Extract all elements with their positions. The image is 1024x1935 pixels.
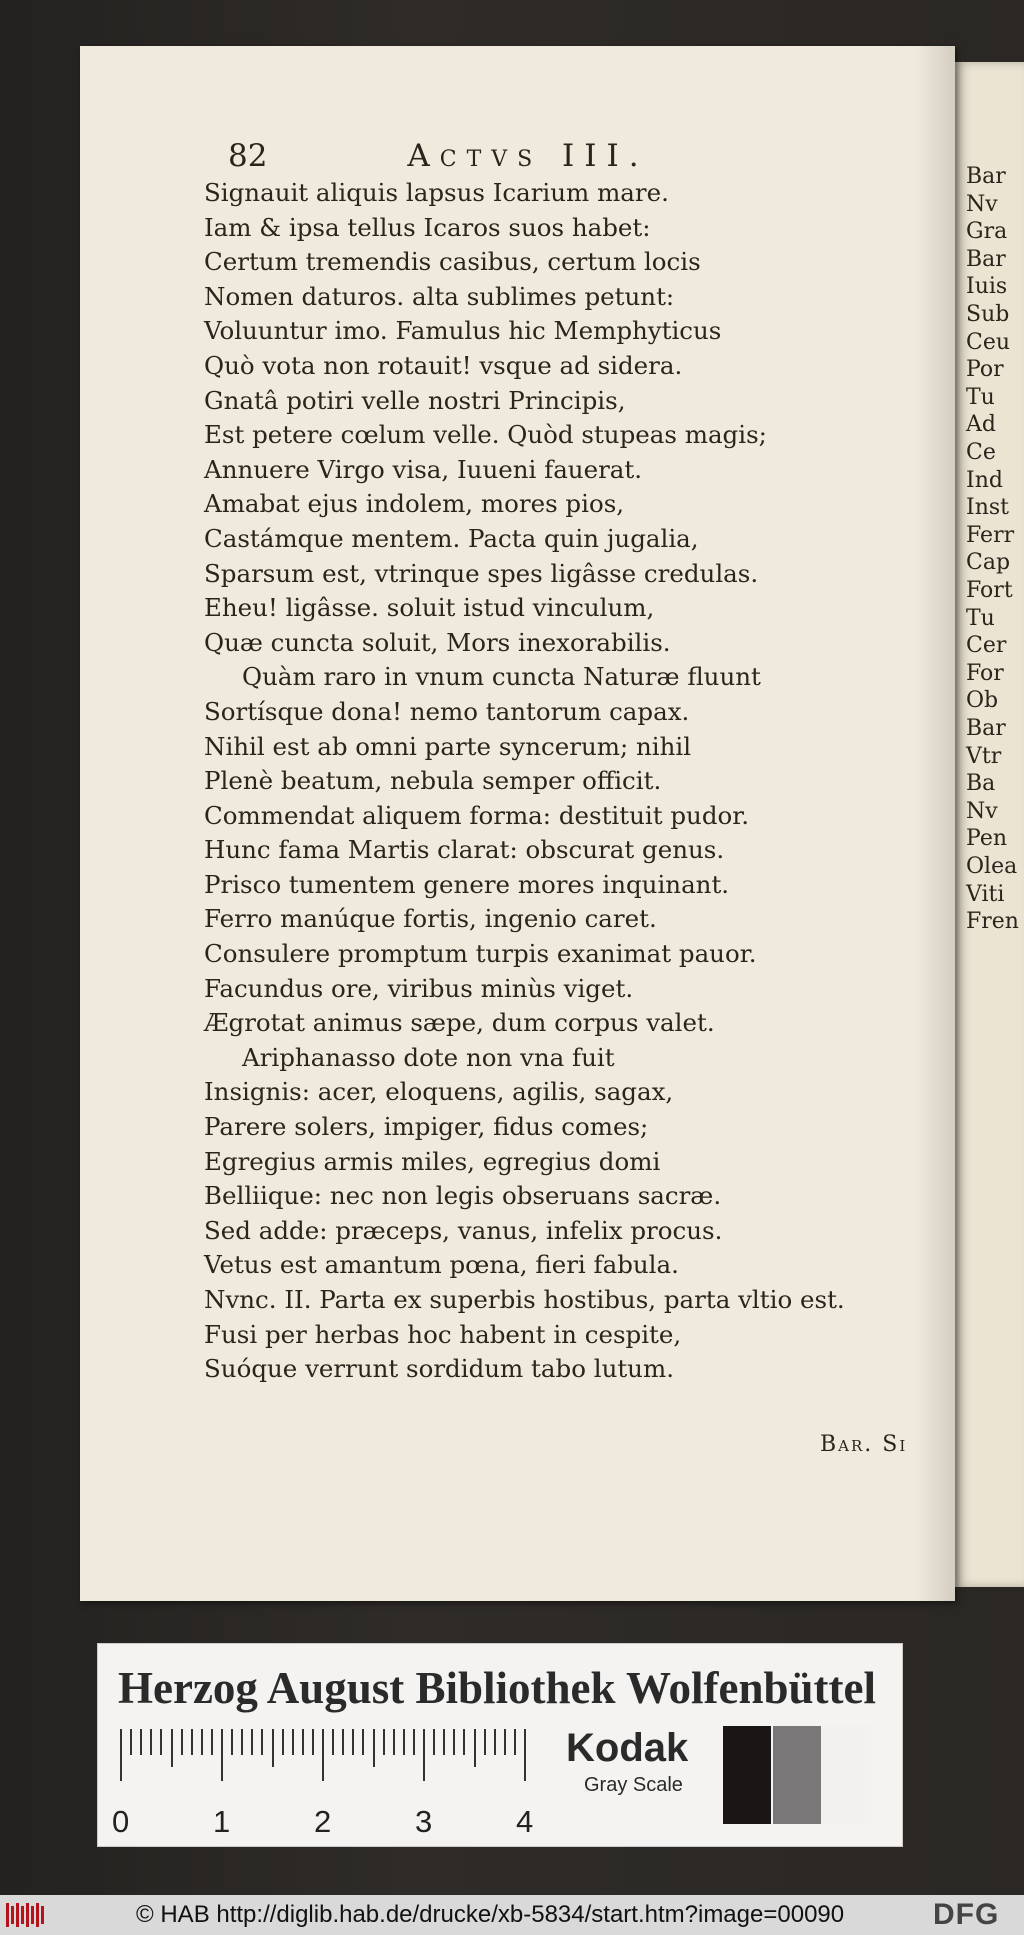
verse-line: Facundus ore, viribus minùs viget. <box>204 973 634 1003</box>
ruler-tick <box>181 1729 183 1755</box>
ruler-tick <box>433 1729 435 1755</box>
next-page-edge <box>955 62 1024 1587</box>
next-page-fragment: Olea <box>966 854 1018 879</box>
color-scale-target <box>97 1643 903 1847</box>
verse-line: Ægrotat animus sæpe, dum corpus valet. <box>204 1008 715 1038</box>
verse-line: Eheu! ligâsse. soluit istud vinculum, <box>204 593 655 623</box>
ruler-tick <box>171 1729 173 1767</box>
ruler-tick <box>120 1729 122 1781</box>
ruler-tick <box>403 1729 405 1755</box>
kodak-logo: Kodak <box>566 1726 689 1770</box>
verse-line: Insignis: acer, eloquens, agilis, sagax, <box>204 1077 674 1107</box>
verse-line: Castámque mentem. Pacta quin jugalia, <box>204 523 699 553</box>
verse-line: Nomen daturos. alta sublimes petunt: <box>204 281 675 311</box>
ruler-number: 1 <box>213 1804 231 1839</box>
hab-logo-icon <box>6 1903 46 1927</box>
act-title: Actvs III. <box>407 138 649 174</box>
ruler-tick <box>373 1729 375 1767</box>
verse-line: Certum tremendis casibus, certum locis <box>204 247 701 277</box>
next-page-fragment: Ob <box>966 688 999 714</box>
verse-line: Quæ cuncta soluit, Mors inexorabilis. <box>204 627 671 657</box>
next-page-fragment: Ind <box>966 467 1003 493</box>
ruler-tick <box>302 1729 304 1755</box>
page-number: 82 <box>228 138 268 174</box>
ruler-tick <box>292 1729 294 1755</box>
verse-line: Amabat ejus indolem, mores pios, <box>204 489 625 519</box>
ruler-tick <box>251 1729 253 1755</box>
next-page-fragment: Vtr <box>966 743 1002 769</box>
verse-line: Sed adde: præceps, vanus, infelix procus. <box>204 1215 723 1245</box>
verse-line: Vetus est amantum pœna, fieri fabula. <box>204 1250 679 1280</box>
verse-line: Signauit aliquis lapsus Icarium mare. <box>204 178 669 207</box>
footer-bar <box>0 1895 1024 1935</box>
verse-line: Gnatâ potiri velle nostri Principis, <box>204 385 626 415</box>
next-page-fragment: Inst <box>966 495 1009 521</box>
logo-bar <box>6 1903 9 1927</box>
verse-line: Sparsum est, vtrinque spes ligâsse credulas. <box>204 558 759 588</box>
gray-patch <box>723 1726 771 1824</box>
verse-line: Prisco tumentem genere mores inquinant. <box>204 869 730 899</box>
gray-scale-label: Gray Scale <box>584 1774 683 1796</box>
dfg-logo: DFG <box>933 1898 1000 1931</box>
ruler-tick <box>282 1729 284 1755</box>
ruler-tick <box>362 1729 364 1755</box>
logo-bar <box>31 1906 34 1924</box>
ruler-tick <box>393 1729 395 1755</box>
verse-line: Voluuntur imo. Famulus hic Memphyticus <box>204 316 722 346</box>
ruler-tick <box>514 1729 516 1755</box>
next-page-fragment: Nv <box>966 191 998 217</box>
ruler-tick <box>322 1729 324 1781</box>
verse-line: Ariphanasso dote non vna fuit <box>242 1042 615 1072</box>
ruler-tick <box>312 1729 314 1755</box>
book-page <box>80 46 955 1601</box>
next-page-fragment: Ba <box>966 771 996 797</box>
ruler-tick <box>231 1729 233 1755</box>
ruler-tick <box>261 1729 263 1755</box>
ruler-tick <box>453 1729 455 1755</box>
library-name: Herzog August Bibliothek Wolfenbüttel <box>118 1663 876 1713</box>
ruler-tick <box>352 1729 354 1755</box>
ruler-tick <box>241 1729 243 1755</box>
verse-line: Quàm raro in vnum cuncta Naturæ fluunt <box>242 662 761 692</box>
ruler-tick <box>221 1729 223 1781</box>
logo-bar <box>36 1903 39 1927</box>
verse-line: Quò vota non rotauit! vsque ad sidera. <box>204 350 683 380</box>
next-page-fragment: Pen <box>966 826 1008 852</box>
verse-line: Iam & ipsa tellus Icaros suos habet: <box>204 212 651 242</box>
gray-patch <box>773 1726 821 1824</box>
ruler-tick <box>504 1729 506 1755</box>
ruler-tick <box>211 1729 213 1755</box>
next-page-fragment: Cer <box>966 633 1007 659</box>
verse-line: Suóque verrunt sordidum tabo lutum. <box>204 1354 674 1384</box>
ruler-tick <box>524 1729 526 1781</box>
next-page-fragment: Viti <box>966 881 1005 907</box>
ruler-tick <box>272 1729 274 1767</box>
next-page-fragment: Bar <box>966 246 1006 272</box>
next-page-fragment: Por <box>966 357 1004 383</box>
next-page-fragment: Ceu <box>966 329 1011 355</box>
logo-bar <box>16 1903 19 1927</box>
verse-line: Est petere cœlum velle. Quòd stupeas magis; <box>204 420 767 450</box>
next-page-fragment: Ad <box>966 412 996 438</box>
ruler-number: 4 <box>516 1804 534 1839</box>
next-page-fragment: Gra <box>966 219 1008 245</box>
ruler-tick <box>332 1729 334 1755</box>
ruler-tick <box>191 1729 193 1755</box>
verse-line: Belliique: nec non legis obseruans sacræ. <box>204 1181 722 1211</box>
ruler-tick <box>484 1729 486 1755</box>
ruler-tick <box>413 1729 415 1755</box>
next-page-fragment: Ce <box>966 440 996 465</box>
copyright-link[interactable]: © HAB http://diglib.hab.de/drucke/xb-5834/start.htm?image=00090 <box>136 1901 845 1928</box>
ruler-tick <box>463 1729 465 1755</box>
next-page-fragment: Tu <box>966 384 995 410</box>
verse-line: Sortísque dona! nemo tantorum capax. <box>204 696 690 726</box>
verse-line: Consulere promptum turpis exanimat pauor. <box>204 939 757 969</box>
ruler-tick <box>130 1729 132 1755</box>
ruler-tick <box>383 1729 385 1755</box>
ruler-tick <box>201 1729 203 1755</box>
next-page-fragment: Iuis <box>966 274 1008 300</box>
verse-line: Plenè beatum, nebula semper officit. <box>204 766 662 796</box>
verse-line: Nihil est ab omni parte syncerum; nihil <box>204 731 692 761</box>
catchword: Bar. Si <box>820 1432 908 1457</box>
next-page-fragment: Cap <box>966 550 1011 576</box>
verse-line: Commendat aliquem forma: destituit pudor. <box>204 800 750 830</box>
verse-line: Parere solers, impiger, fidus comes; <box>204 1112 649 1142</box>
next-page-fragment: For <box>966 660 1004 686</box>
next-page-fragment: Bar <box>966 164 1006 189</box>
next-page-fragment: Fort <box>966 578 1013 603</box>
gray-patch <box>823 1726 871 1824</box>
ruler-tick <box>140 1729 142 1755</box>
logo-bar <box>21 1906 24 1924</box>
ruler-tick <box>342 1729 344 1755</box>
ruler-number: 0 <box>112 1804 130 1839</box>
verse-line: Ferro manúque fortis, ingenio caret. <box>204 904 657 934</box>
ruler-tick <box>150 1729 152 1755</box>
verse-line: Nvnc. II. Parta ex superbis hostibus, parta vltio est. <box>204 1285 845 1314</box>
ruler-tick <box>423 1729 425 1781</box>
next-page-fragment: Bar <box>966 716 1006 741</box>
verse-text <box>204 176 904 1387</box>
ruler-number: 2 <box>314 1804 332 1839</box>
verse-line: Annuere Virgo visa, Iuueni fauerat. <box>204 454 643 484</box>
ruler-tick <box>494 1729 496 1755</box>
next-page-fragment: Fren <box>966 909 1019 935</box>
next-page-fragment: Nv <box>966 798 998 824</box>
ruler <box>112 1729 540 1839</box>
ruler-number: 3 <box>415 1804 433 1839</box>
ruler-tick <box>160 1729 162 1755</box>
next-page-fragment: Tu <box>966 605 995 631</box>
verse-line: Egregius armis miles, egregius domi <box>204 1146 661 1176</box>
next-page-fragment: Sub <box>966 302 1010 327</box>
ruler-tick <box>443 1729 445 1755</box>
logo-bar <box>41 1906 44 1924</box>
ruler-tick <box>474 1729 476 1767</box>
logo-bar <box>11 1906 14 1924</box>
logo-bar <box>26 1903 29 1927</box>
verse-line: Hunc fama Martis clarat: obscurat genus. <box>204 835 725 865</box>
next-page-fragment: Ferr <box>966 522 1015 548</box>
verse-line: Fusi per herbas hoc habent in cespite, <box>204 1319 682 1349</box>
